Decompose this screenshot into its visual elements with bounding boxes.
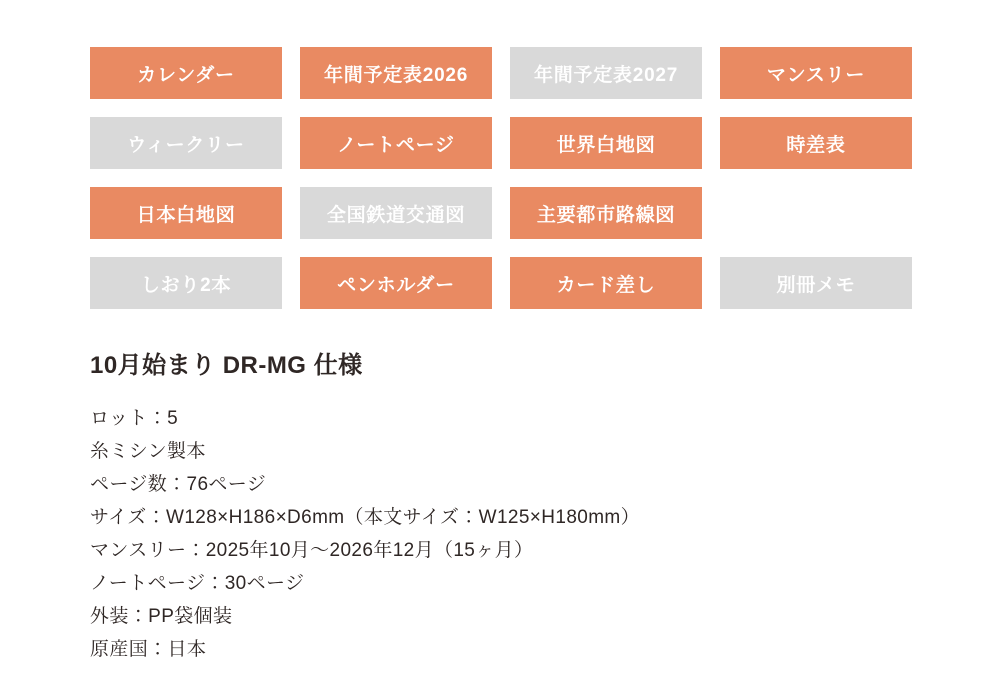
feature-tag-card-slot: カード差し [510,257,702,309]
feature-tag-japan-blank-map: 日本白地図 [90,187,282,239]
feature-tag-world-blank-map: 世界白地図 [510,117,702,169]
spec-line-binding: 糸ミシン製本 [90,441,206,462]
spec-line-packaging: 外装：PP袋個装 [90,606,233,627]
feature-grid-row-3 [90,187,912,239]
feature-tag-weekly: ウィークリー [90,117,282,169]
feature-tag-calendar: カレンダー [90,47,282,99]
spec-line-country-of-origin: 原産国：日本 [90,639,207,660]
spec-lines [90,402,1000,666]
spec-section [90,345,1000,666]
feature-grid-row-4 [90,257,912,309]
feature-tag-major-city-route-map: 主要都市路線図 [510,187,702,239]
feature-tag-separate-memo: 別冊メモ [720,257,912,309]
feature-tag-national-rail-map: 全国鉄道交通図 [300,187,492,239]
spec-line-page-count: ページ数：76ページ [90,474,267,495]
feature-tag-bookmarks: しおり2本 [90,257,282,309]
feature-tag-monthly: マンスリー [720,47,912,99]
feature-tag-yearly-plan-2026: 年間予定表2026 [300,47,492,99]
feature-tag-time-difference-table: 時差表 [720,117,912,169]
spec-title: 10月始まり DR-MG 仕様 [90,352,363,379]
spec-line-note-pages: ノートページ：30ページ [90,573,305,594]
spec-line-monthly-range: マンスリー：2025年10月～2026年12月（15ヶ月） [90,540,534,561]
feature-grid-row-1 [90,47,912,99]
feature-tag-note-pages: ノートページ [300,117,492,169]
feature-tag-pen-holder: ペンホルダー [300,257,492,309]
spec-line-size: サイズ：W128×H186×D6mm（本文サイズ：W125×H180mm） [90,507,641,528]
feature-grid [90,47,912,309]
feature-tag-yearly-plan-2027: 年間予定表2027 [510,47,702,99]
feature-grid-row-2 [90,117,912,169]
spec-line-lot: ロット：5 [90,408,179,429]
